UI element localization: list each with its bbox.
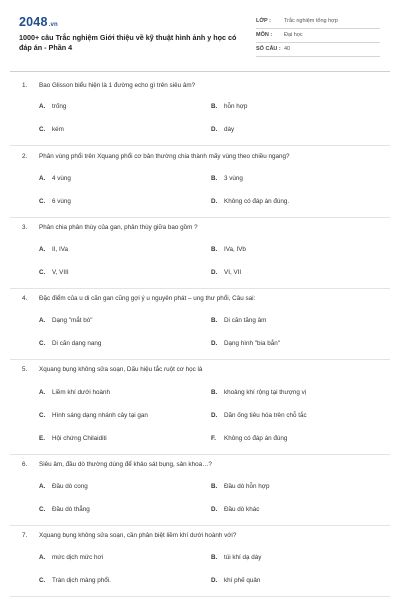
option-letter: B.: [211, 389, 218, 396]
option-letter: A.: [39, 483, 46, 490]
question-text: [22, 224, 382, 231]
option-letter: A.: [39, 554, 46, 561]
option-letter: B.: [211, 554, 218, 561]
question-divider: [10, 359, 390, 360]
option-text: Không có đáp án đúng.: [224, 198, 290, 205]
option-letter: C.: [39, 506, 46, 513]
question-number: 6.: [22, 461, 28, 468]
answer-option[interactable]: [211, 506, 259, 513]
answer-option[interactable]: [39, 435, 107, 442]
option-letter: C.: [39, 126, 46, 133]
question-divider: [10, 145, 390, 146]
answer-option[interactable]: [39, 126, 64, 133]
question-number: 5.: [22, 366, 28, 373]
answer-option[interactable]: [39, 412, 148, 419]
option-text: Đầu dò khác: [224, 506, 260, 513]
option-text: Di căn dạng nang: [52, 340, 102, 347]
answer-option[interactable]: [211, 246, 246, 253]
option-text: Dạng "mắt bò": [52, 317, 93, 324]
header-divider: [10, 71, 390, 72]
answer-option[interactable]: [211, 554, 261, 561]
option-text: Không có đáp án đúng: [224, 435, 288, 442]
question-divider: [10, 525, 390, 526]
question-body: Xquang bụng không sửa soạn, Dấu hiệu tắc ruột cơ học là: [39, 366, 203, 373]
option-letter: D.: [211, 198, 218, 205]
question-text: [22, 153, 382, 160]
option-text: dày: [224, 126, 235, 133]
document-title: 1000+ câu Trắc nghiệm Giới thiệu về kỹ thuật hình ảnh y học có đáp án - Phần 4: [19, 33, 237, 52]
option-text: VI, VII: [224, 269, 242, 276]
answer-option[interactable]: [211, 435, 287, 442]
meta-row-class: [256, 15, 380, 29]
option-letter: A.: [39, 317, 46, 324]
option-text: Đầu dò thẳng: [52, 506, 90, 513]
answer-option[interactable]: [39, 577, 111, 584]
meta-row-subject: [256, 29, 380, 43]
option-letter: B.: [211, 103, 218, 110]
option-text: khoảng khí rộng tại thượng vị: [224, 389, 307, 396]
question-body: Siêu âm, đầu dò thường dùng để khảo sát bụng, sản khoa…?: [39, 461, 212, 468]
answer-option[interactable]: [39, 340, 101, 347]
option-letter: B.: [211, 246, 218, 253]
option-text: mức dịch mức hơi: [52, 554, 104, 561]
question-number: 4.: [22, 295, 28, 302]
meta-label: LỚP :: [256, 18, 271, 24]
option-text: Hình sáng dạng nhánh cây tại gan: [52, 412, 148, 419]
answer-option[interactable]: [211, 317, 266, 324]
question-number: 1.: [22, 82, 28, 89]
option-letter: C.: [39, 340, 46, 347]
question-text: [22, 532, 382, 539]
option-text: trống: [52, 103, 67, 110]
option-text: Tràn dịch màng phổi.: [52, 577, 111, 584]
answer-option[interactable]: [211, 483, 269, 490]
option-text: khí phế quản: [224, 577, 261, 584]
answer-option[interactable]: [39, 506, 90, 513]
question-divider: [10, 454, 390, 455]
option-letter: B.: [211, 317, 218, 324]
answer-option[interactable]: [211, 389, 306, 396]
option-text: 6 vùng: [52, 198, 71, 205]
option-letter: B.: [211, 483, 218, 490]
option-text: 4 vùng: [52, 175, 71, 182]
meta-value: Đại học: [284, 32, 303, 38]
option-letter: C.: [39, 577, 46, 584]
option-text: kém: [52, 126, 64, 133]
option-text: Liềm khí dưới hoành: [52, 389, 111, 396]
option-text: Đầu dò cong: [52, 483, 88, 490]
option-letter: C.: [39, 412, 46, 419]
answer-option[interactable]: [39, 554, 103, 561]
meta-value: 40: [284, 46, 291, 52]
question-number: 3.: [22, 224, 28, 231]
metadata-table: [256, 15, 380, 57]
answer-option[interactable]: [39, 317, 93, 324]
option-text: IVa, IVb: [224, 246, 246, 253]
answer-option[interactable]: [39, 269, 69, 276]
option-letter: E.: [39, 435, 45, 442]
question-number: 7.: [22, 532, 28, 539]
document-header: [0, 0, 400, 76]
question-body: Bao Glisson biểu hiện là 1 đường echo gì trên siêu âm?: [39, 82, 196, 89]
option-letter: C.: [39, 269, 46, 276]
meta-label: MÔN :: [256, 32, 273, 38]
option-text: Dãn ống tiêu hóa trên chỗ tắc: [224, 412, 307, 419]
question-text: [22, 295, 382, 302]
answer-option[interactable]: [211, 340, 280, 347]
question-number: 2.: [22, 153, 28, 160]
answer-option[interactable]: [211, 103, 247, 110]
question-body: Đặc điểm của u di căn gan cũng gợi ý u nguyên phát – ung thư phổi, Câu sai:: [39, 295, 256, 302]
answer-option[interactable]: [211, 577, 260, 584]
answer-option[interactable]: [39, 198, 71, 205]
logo-tld: .vn: [48, 22, 58, 28]
option-text: Dạng hình "bia bắn": [224, 340, 280, 347]
option-letter: D.: [211, 126, 218, 133]
option-letter: A.: [39, 103, 46, 110]
option-letter: C.: [39, 198, 46, 205]
option-letter: D.: [211, 340, 218, 347]
question-body: Phân chia phân thùy của gan, phân thùy giữa bao gồm ?: [39, 224, 198, 231]
question-text: [22, 82, 382, 89]
answer-option[interactable]: [39, 389, 110, 396]
option-text: Đầu dò hỗn hợp: [224, 483, 270, 490]
answer-option[interactable]: [39, 103, 66, 110]
question-divider: [10, 596, 390, 597]
answer-option[interactable]: [211, 126, 234, 133]
option-text: V, VIII: [52, 269, 69, 276]
option-text: 3 vùng: [224, 175, 243, 182]
option-letter: B.: [211, 175, 218, 182]
answer-option[interactable]: [211, 198, 289, 205]
option-text: túi khí dạ dày: [224, 554, 262, 561]
option-letter: A.: [39, 175, 46, 182]
option-letter: D.: [211, 269, 218, 276]
question-divider: [10, 217, 390, 218]
option-text: Hội chứng Chilaiditi: [52, 435, 107, 442]
option-letter: A.: [39, 246, 46, 253]
meta-row-count: [256, 43, 380, 57]
option-letter: D.: [211, 506, 218, 513]
option-letter: D.: [211, 577, 218, 584]
site-logo[interactable]: [19, 15, 58, 29]
option-text: II, IVa: [52, 246, 68, 253]
meta-value: Trắc nghiệm tổng hợp: [284, 18, 338, 24]
question-body: Phân vùng phổi trên Xquang phổi cơ bản thường chia thành mấy vùng theo chiều ngang?: [39, 153, 290, 160]
option-letter: A.: [39, 389, 46, 396]
meta-label: SỐ CÂU :: [256, 46, 281, 52]
question-body: Xquang bụng không sửa soạn, cần phân biệt liềm khí dưới hoành với?: [39, 532, 237, 539]
answer-option[interactable]: [39, 483, 88, 490]
option-letter: F.: [211, 435, 216, 442]
option-letter: D.: [211, 412, 218, 419]
answer-option[interactable]: [211, 269, 241, 276]
answer-option[interactable]: [39, 175, 71, 182]
question-divider: [10, 288, 390, 289]
answer-option[interactable]: [39, 246, 68, 253]
logo-text: 2048: [19, 15, 48, 29]
option-text: Di căn tăng âm: [224, 317, 267, 324]
answer-option[interactable]: [211, 175, 243, 182]
question-text: [22, 461, 382, 468]
answer-option[interactable]: [211, 412, 307, 419]
question-text: [22, 366, 382, 373]
option-text: hỗn hợp: [224, 103, 248, 110]
